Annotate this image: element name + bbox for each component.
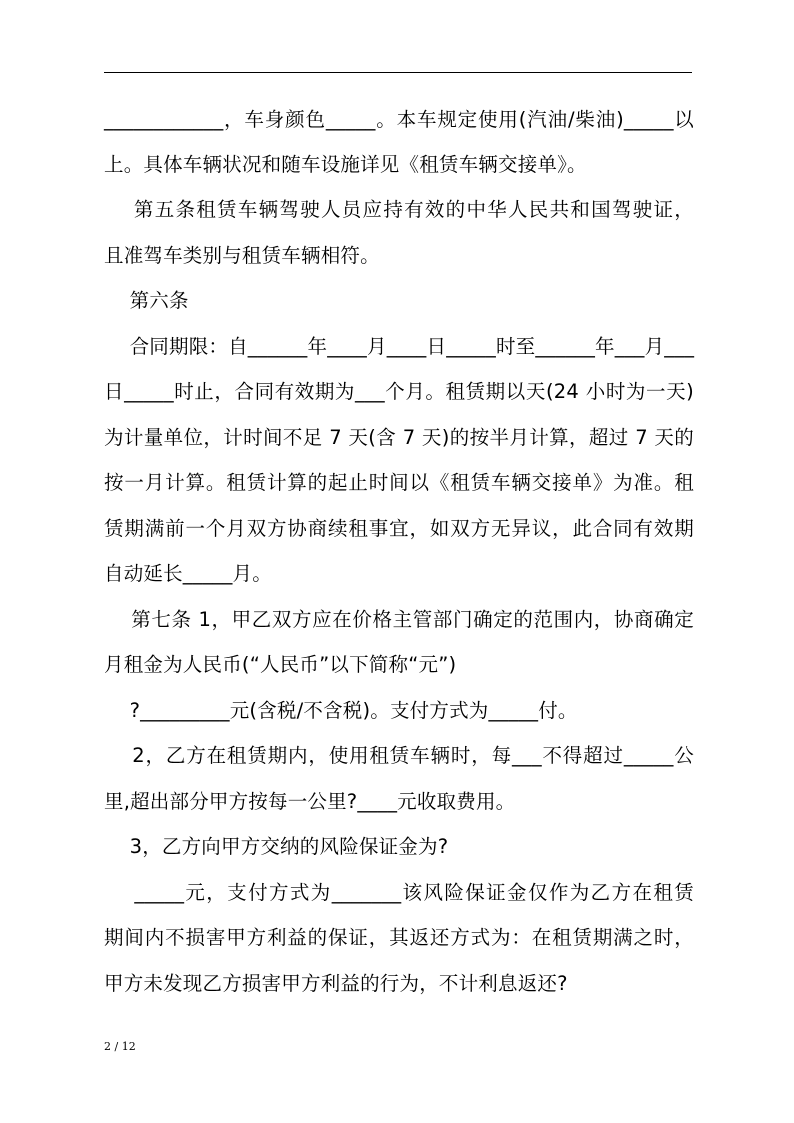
section-heading: 第六条	[104, 289, 189, 312]
page-number: 2 / 12	[104, 1040, 136, 1053]
text-line: ?_________元(含税/不含税)。支付方式为_____付。	[104, 699, 578, 722]
text-line: 第五条租赁车辆驾驶人员应持有效的中华人民共和国驾驶证，	[104, 198, 694, 221]
text-line: 期间内不损害甲方利益的保证，其返还方式为：在租赁期满之时，	[104, 926, 694, 949]
text-line: ____________，车身颜色_____。本车规定使用(汽油/柴油)_____以	[104, 108, 694, 131]
text-line: 合同期限：自______年____月____日_____时至______年___月___	[104, 335, 695, 358]
text-line: 日_____时止，合同有效期为___个月。租赁期以天(24 小时为一天)	[104, 380, 694, 403]
text-line: 2，乙方在租赁期内，使用租赁车辆时，每___不得超过_____公	[104, 744, 694, 767]
text-line: 3，乙方向甲方交纳的风险保证金为?	[104, 835, 449, 858]
text-line: 月租金为人民币(“人民币”以下简称“元”)	[104, 653, 457, 676]
text-line: 按一月计算。租赁计算的起止时间以《租赁车辆交接单》为准。租	[104, 471, 694, 494]
header-rule	[104, 72, 692, 73]
text-line: 为计量单位，计时间不足 7 天(含 7 天)的按半月计算，超过 7 天的	[104, 426, 694, 449]
text-line: 且准驾车类别与租赁车辆相符。	[104, 244, 380, 267]
text-line: 第七条 1，甲乙双方应在价格主管部门确定的范围内，协商确定	[104, 608, 694, 631]
text-line: 上。具体车辆状况和随车设施详见《租赁车辆交接单》。	[104, 153, 587, 176]
text-line: 里,超出部分甲方按每一公里?____元收取费用。	[104, 790, 516, 813]
text-line: 赁期满前一个月双方协商续租事宜，如双方无异议，此合同有效期	[104, 517, 694, 540]
text-line: 甲方未发现乙方损害甲方利益的行为，不计利息返还?	[104, 972, 568, 995]
text-line: _____元，支付方式为_______该风险保证金仅作为乙方在租赁	[104, 881, 694, 904]
text-line: 自动延长_____月。	[104, 562, 272, 585]
